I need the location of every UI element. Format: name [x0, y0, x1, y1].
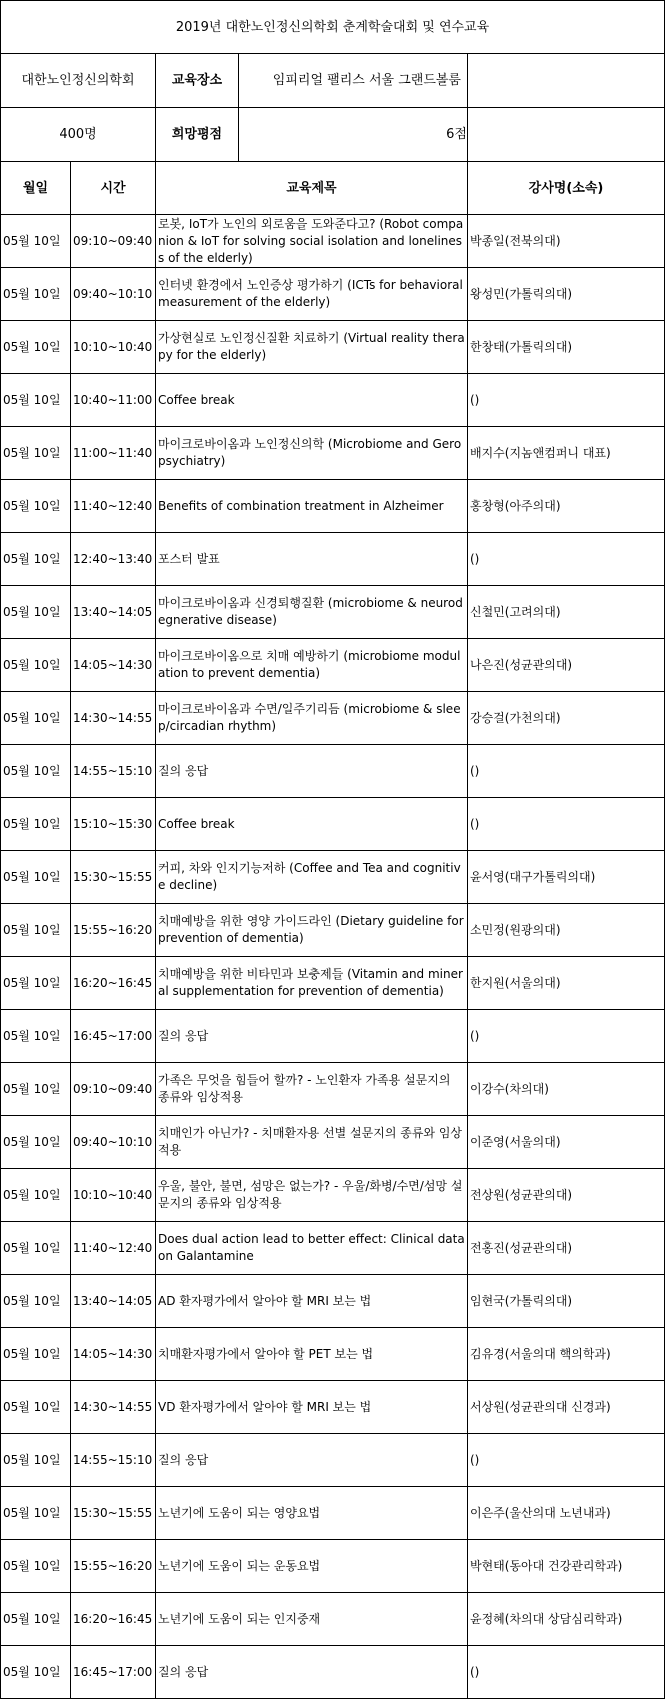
row-date: 05월 10일 [1, 1116, 71, 1169]
rating-tail [468, 108, 665, 162]
table-row [1, 1646, 665, 1699]
row-date: 05월 10일 [1, 1275, 71, 1328]
row-date: 05월 10일 [1, 268, 71, 321]
row-title: Does dual action lead to better effect: Clinical data on Galantamine [156, 1222, 468, 1275]
organizer: 대한노인정신의학회 [1, 54, 156, 108]
row-title: 마이크로바이옴과 노인정신의학 (Microbiome and Geropsychiatry) [156, 427, 468, 480]
column-header-date: 월일 [1, 162, 71, 215]
row-speaker: () [468, 374, 665, 427]
title-row [1, 1, 665, 54]
row-title: Coffee break [156, 798, 468, 851]
row-speaker: 전상원(성균관의대) [468, 1169, 665, 1222]
row-time: 16:45~17:00 [71, 1010, 156, 1063]
row-speaker: 윤정혜(차의대 상담심리학과) [468, 1593, 665, 1646]
row-time: 16:20~16:45 [71, 1593, 156, 1646]
row-speaker: 이준영(서울의대) [468, 1116, 665, 1169]
row-title: 우울, 불안, 불면, 섬망은 없는가? - 우울/화병/수면/섬망 설문지의 종류와 임상적용 [156, 1169, 468, 1222]
row-speaker: 윤서영(대구가톨릭의대) [468, 851, 665, 904]
row-time: 10:10~10:40 [71, 1169, 156, 1222]
table-row [1, 427, 665, 480]
row-speaker: 이은주(울산의대 노년내과) [468, 1487, 665, 1540]
row-time: 14:05~14:30 [71, 639, 156, 692]
row-time: 09:40~10:10 [71, 268, 156, 321]
row-title: 치매예방을 위한 비타민과 보충제들 (Vitamin and mineral supplementation for prevention of dementia) [156, 957, 468, 1010]
row-date: 05월 10일 [1, 692, 71, 745]
row-speaker: 박종일(전북의대) [468, 215, 665, 268]
row-speaker: () [468, 745, 665, 798]
row-speaker: 왕성민(가톨릭의대) [468, 268, 665, 321]
table-row [1, 745, 665, 798]
row-title: 질의 응답 [156, 1646, 468, 1699]
table-row [1, 1540, 665, 1593]
row-date: 05월 10일 [1, 480, 71, 533]
table-row [1, 1593, 665, 1646]
row-title: 인터넷 환경에서 노인증상 평가하기 (ICTs for behavioral measurement of the elderly) [156, 268, 468, 321]
table-row [1, 639, 665, 692]
column-header-time: 시간 [71, 162, 156, 215]
row-speaker: () [468, 1010, 665, 1063]
row-date: 05월 10일 [1, 798, 71, 851]
table-row [1, 1434, 665, 1487]
row-date: 05월 10일 [1, 1593, 71, 1646]
row-time: 09:10~09:40 [71, 215, 156, 268]
row-speaker: () [468, 798, 665, 851]
row-speaker: 신철민(고려의대) [468, 586, 665, 639]
row-title: 질의 응답 [156, 745, 468, 798]
row-title: VD 환자평가에서 알아야 할 MRI 보는 법 [156, 1381, 468, 1434]
row-time: 10:40~11:00 [71, 374, 156, 427]
row-date: 05월 10일 [1, 745, 71, 798]
row-speaker: 전홍진(성균관의대) [468, 1222, 665, 1275]
row-time: 16:20~16:45 [71, 957, 156, 1010]
row-speaker: 소민정(원광의대) [468, 904, 665, 957]
row-title: 노년기에 도움이 되는 인지중재 [156, 1593, 468, 1646]
rating: 6점 [446, 127, 467, 142]
row-title: 마이크로바이옴과 신경퇴행질환 (microbiome & neurodegnerative disease) [156, 586, 468, 639]
row-time: 15:30~15:55 [71, 851, 156, 904]
row-title: 질의 응답 [156, 1434, 468, 1487]
row-date: 05월 10일 [1, 957, 71, 1010]
row-speaker: 이강수(차의대) [468, 1063, 665, 1116]
table-row [1, 1169, 665, 1222]
row-title: 치매인가 아닌가? - 치매환자용 선별 설문지의 종류와 임상적용 [156, 1116, 468, 1169]
table-row [1, 957, 665, 1010]
row-time: 11:40~12:40 [71, 1222, 156, 1275]
row-time: 14:05~14:30 [71, 1328, 156, 1381]
table-row [1, 1328, 665, 1381]
venue-label: 교육장소 [156, 54, 239, 107]
table-row [1, 374, 665, 427]
row-time: 11:40~12:40 [71, 480, 156, 533]
row-time: 15:55~16:20 [71, 904, 156, 957]
row-title: 마이크로바이옴으로 치매 예방하기 (microbiome modulation to prevent dementia) [156, 639, 468, 692]
row-speaker: 서상원(성균관의대 신경과) [468, 1381, 665, 1434]
column-header-row [1, 162, 665, 215]
row-date: 05월 10일 [1, 1540, 71, 1593]
row-speaker: 홍창형(아주의대) [468, 480, 665, 533]
row-time: 15:10~15:30 [71, 798, 156, 851]
capacity: 400명 [1, 108, 156, 162]
row-time: 15:55~16:20 [71, 1540, 156, 1593]
row-title: 노년기에 도움이 되는 영양요법 [156, 1487, 468, 1540]
venue-label-cell [156, 54, 468, 108]
row-date: 05월 10일 [1, 1381, 71, 1434]
row-speaker: () [468, 1646, 665, 1699]
table-row [1, 904, 665, 957]
row-date: 05월 10일 [1, 904, 71, 957]
row-title: 포스터 발표 [156, 533, 468, 586]
table-row [1, 321, 665, 374]
table-row [1, 215, 665, 268]
row-date: 05월 10일 [1, 639, 71, 692]
row-title: 가상현실로 노인정신질환 치료하기 (Virtual reality therapy for the elderly) [156, 321, 468, 374]
column-header-title: 교육제목 [156, 162, 468, 215]
row-date: 05월 10일 [1, 374, 71, 427]
row-date: 05월 10일 [1, 1434, 71, 1487]
row-title: 질의 응답 [156, 1010, 468, 1063]
row-time: 13:40~14:05 [71, 586, 156, 639]
venue: 임피리얼 팰리스 서울 그랜드볼룸 [272, 73, 461, 88]
table-row [1, 1063, 665, 1116]
page-title: 2019년 대한노인정신의학회 춘계학술대회 및 연수교육 [1, 1, 665, 54]
row-title: 마이크로바이옴과 수면/일주기리듬 (microbiome & sleep/circadian rhythm) [156, 692, 468, 745]
row-date: 05월 10일 [1, 1010, 71, 1063]
row-time: 14:55~15:10 [71, 745, 156, 798]
table-row [1, 1487, 665, 1540]
row-time: 13:40~14:05 [71, 1275, 156, 1328]
row-time: 10:10~10:40 [71, 321, 156, 374]
row-time: 09:10~09:40 [71, 1063, 156, 1116]
row-date: 05월 10일 [1, 851, 71, 904]
row-time: 11:00~11:40 [71, 427, 156, 480]
table-row [1, 1010, 665, 1063]
row-speaker: () [468, 533, 665, 586]
row-speaker: 김유경(서울의대 핵의학과) [468, 1328, 665, 1381]
row-speaker: 나은진(성균관의대) [468, 639, 665, 692]
row-date: 05월 10일 [1, 1487, 71, 1540]
table-row [1, 268, 665, 321]
row-date: 05월 10일 [1, 321, 71, 374]
row-title: 로봇, IoT가 노인의 외로움을 도와준다고? (Robot companion & IoT for solving social isolation and loneliness of the elderly) [156, 215, 468, 268]
venue-row [1, 54, 665, 108]
row-time: 16:45~17:00 [71, 1646, 156, 1699]
row-speaker: 한창태(가톨릭의대) [468, 321, 665, 374]
row-title: AD 환자평가에서 알아야 할 MRI 보는 법 [156, 1275, 468, 1328]
row-date: 05월 10일 [1, 1063, 71, 1116]
row-speaker: 박현태(동아대 건강관리학과) [468, 1540, 665, 1593]
table-row [1, 533, 665, 586]
row-date: 05월 10일 [1, 1169, 71, 1222]
table-row [1, 798, 665, 851]
table-row [1, 1275, 665, 1328]
row-date: 05월 10일 [1, 1646, 71, 1699]
table-row [1, 1116, 665, 1169]
row-time: 15:30~15:55 [71, 1487, 156, 1540]
row-title: 커피, 차와 인지기능저하 (Coffee and Tea and cognitive decline) [156, 851, 468, 904]
row-date: 05월 10일 [1, 215, 71, 268]
row-date: 05월 10일 [1, 1328, 71, 1381]
table-row [1, 1222, 665, 1275]
venue-tail [468, 54, 665, 108]
row-date: 05월 10일 [1, 427, 71, 480]
row-date: 05월 10일 [1, 586, 71, 639]
row-title: Coffee break [156, 374, 468, 427]
row-title: 가족은 무엇을 힘들어 할까? - 노인환자 가족용 설문지의 종류와 임상적용 [156, 1063, 468, 1116]
rating-label-cell [156, 108, 468, 162]
table-row [1, 1381, 665, 1434]
row-speaker: () [468, 1434, 665, 1487]
row-title: Benefits of combination treatment in Alzheimer [156, 480, 468, 533]
row-title: 치매예방을 위한 영양 가이드라인 (Dietary guideline for prevention of dementia) [156, 904, 468, 957]
row-speaker: 강승걸(가천의대) [468, 692, 665, 745]
column-header-speaker: 강사명(소속) [468, 162, 665, 215]
row-time: 14:30~14:55 [71, 692, 156, 745]
row-title: 치매환자평가에서 알아야 할 PET 보는 법 [156, 1328, 468, 1381]
table-row [1, 851, 665, 904]
table-row [1, 480, 665, 533]
row-time: 14:55~15:10 [71, 1434, 156, 1487]
row-title: 노년기에 도움이 되는 운동요법 [156, 1540, 468, 1593]
row-speaker: 임현국(가톨릭의대) [468, 1275, 665, 1328]
row-speaker: 한지원(서울의대) [468, 957, 665, 1010]
row-time: 14:30~14:55 [71, 1381, 156, 1434]
rating-label: 희망평점 [156, 108, 239, 161]
table-row [1, 586, 665, 639]
table-row [1, 692, 665, 745]
row-speaker: 배지수(지놈앤컴퍼니 대표) [468, 427, 665, 480]
row-date: 05월 10일 [1, 533, 71, 586]
capacity-row [1, 108, 665, 162]
row-time: 09:40~10:10 [71, 1116, 156, 1169]
row-date: 05월 10일 [1, 1222, 71, 1275]
row-time: 12:40~13:40 [71, 533, 156, 586]
